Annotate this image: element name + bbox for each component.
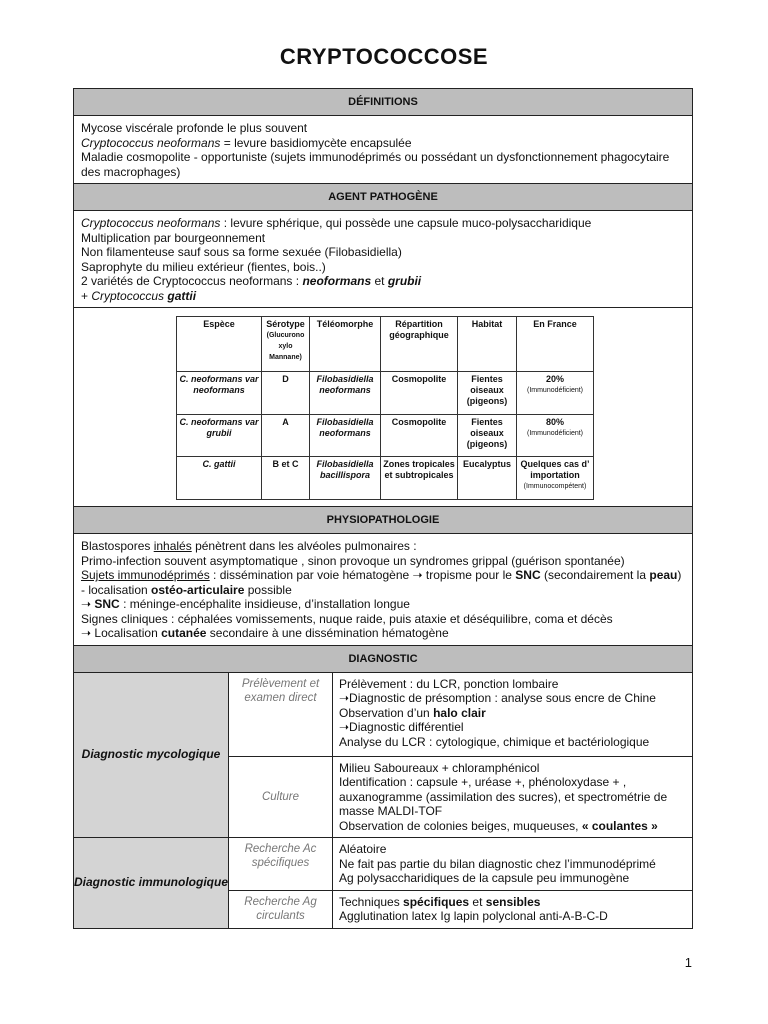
cell-serotype: B et C (262, 457, 310, 500)
physio-text: pénètrent dans les alvéoles pulmonaires : (191, 539, 417, 553)
physio-text: ➝ Localisation (81, 626, 162, 640)
cell-espece: C. gattii (177, 457, 262, 500)
table-header-row (177, 317, 594, 372)
cell-teleomorphe: Filobasidiella bacillispora (310, 457, 381, 500)
cell-serotype: D (262, 372, 310, 415)
agent-line (81, 216, 685, 231)
cell-france (517, 457, 594, 500)
bold-term: spécifiques (403, 894, 470, 909)
cell-teleomorphe: Filobasidiella neoformans (310, 414, 381, 457)
france-value: 20% (545, 374, 564, 384)
content-line: Identification : capsule +, uréase +, phénoloxydase + , auxanogramme (assimilation des sucres), et spectrométrie de masse MALDI-TOF (339, 775, 668, 818)
category-immunologique: Diagnostic immunologique (74, 838, 229, 928)
physio-body (74, 534, 692, 646)
bold-term: SNC (515, 568, 541, 582)
header-note: (Glucurono xylo Mannane) (266, 332, 305, 361)
page-number: 1 (684, 955, 692, 970)
content-line: Analyse du LCR : cytologique, chimique et bactériologique (339, 734, 650, 749)
species-name: Cryptococcus neoformans (81, 216, 221, 230)
col-header-habitat: Habitat (458, 317, 517, 372)
physio-text: : dissémination par voie hématogène ➝ tropisme pour le (209, 568, 516, 582)
species-name: gattii (167, 288, 197, 303)
col-header-repartition: Répartition géographique (381, 317, 458, 372)
bold-term: peau (649, 568, 678, 582)
subcategory-prelevement: Prélèvement et examen direct (229, 673, 333, 757)
diagnostic-grid (74, 673, 692, 928)
cell-france (517, 414, 594, 457)
subcategory-culture: Culture (229, 757, 333, 839)
physio-text: (secondairement la (540, 568, 650, 582)
table-row (177, 372, 594, 415)
cell-habitat: Eucalyptus (458, 457, 517, 500)
content-line: Agglutination latex Ig lapin polyclonal anti-A-B-C-D (339, 909, 608, 923)
content-frame (73, 88, 693, 929)
physio-text: possible (244, 582, 292, 597)
content-ag (333, 891, 692, 928)
agent-line: Multiplication par bourgeonnement (81, 230, 266, 245)
physio-line: Primo-infection souvent asymptomatique , sinon provoque un syndromes grippal (guérison spontanée) (81, 553, 625, 568)
physio-text: secondaire à une dissémination hématogène (206, 626, 449, 640)
bold-term: cutanée (161, 626, 207, 640)
content-prelevement (333, 673, 692, 757)
col-header-espece: Espèce (177, 317, 262, 372)
content-text: Techniques (339, 894, 404, 909)
france-value: 80% (545, 416, 564, 427)
cell-repartition: Cosmopolite (381, 414, 458, 457)
bold-term: halo clair (433, 705, 486, 720)
content-line: Ne fait pas partie du bilan diagnostic chez l’immunodéprimé (339, 856, 656, 871)
physio-text: ) - localisation (81, 568, 682, 597)
content-text: et (469, 894, 486, 909)
genus-name: Cryptococcus (91, 288, 165, 303)
agent-body (74, 211, 692, 308)
subcategory-ag: Recherche Ag circulants (229, 891, 333, 928)
species-table-area (74, 308, 692, 507)
physio-line (81, 539, 685, 554)
bold-term: « coulantes » (581, 818, 658, 833)
agent-text: et (371, 274, 388, 288)
content-line: Prélèvement : du LCR, ponction lombaire (339, 676, 559, 691)
bold-term: SNC (94, 597, 120, 611)
cell-espece: C. neoformans var neoformans (177, 372, 262, 415)
species-table (176, 316, 594, 500)
france-note: (Immunodéficient) (526, 387, 584, 394)
section-header-physio: PHYSIOPATHOLOGIE (74, 507, 692, 534)
header-label: Sérotype (266, 319, 305, 329)
subcategory-ac: Recherche Ac spécifiques (229, 838, 333, 891)
variety-name: neoformans (302, 274, 372, 288)
content-line: Aléatoire (339, 842, 387, 856)
table-row (177, 414, 594, 457)
agent-text: + (81, 288, 92, 303)
underlined-term: inhalés (153, 539, 192, 553)
physio-text: : méninge-encéphalite insidieuse, d’installation longue (119, 597, 410, 611)
definitions-body (74, 116, 692, 184)
content-line (339, 895, 686, 910)
agent-line: Non filamenteuse sauf sous sa forme sexuée (Filobasidiella) (81, 245, 402, 259)
content-culture (333, 757, 692, 839)
agent-line: Saprophyte du milieu extérieur (fientes, bois..) (81, 259, 326, 274)
cell-habitat: Fientes oiseaux (pigeons) (458, 414, 517, 457)
arrow-icon: ➝ (81, 597, 95, 611)
content-line (339, 706, 686, 721)
cell-espece: C. neoformans var grubii (177, 414, 262, 457)
col-header-serotype (262, 317, 310, 372)
definition-line: Maladie cosmopolite - opportuniste (sujets immunodéprimés ou possédant un dysfonctionnement phagocytaire des macrophages) (81, 150, 670, 179)
physio-line (81, 568, 685, 597)
content-line: Ag polysaccharidiques de la capsule peu immunogène (339, 871, 630, 885)
cell-habitat: Fientes oiseaux (pigeons) (458, 372, 517, 415)
definition-text: = levure basidiomycète encapsulée (220, 135, 412, 150)
content-ac (333, 838, 692, 891)
cell-repartition: Cosmopolite (381, 372, 458, 415)
category-mycologique: Diagnostic mycologique (74, 673, 229, 839)
content-line: ➝Diagnostic différentiel (339, 720, 464, 734)
definition-line: Mycose viscérale profonde le plus souvent (81, 121, 308, 135)
physio-line (81, 597, 685, 612)
agent-text: : levure sphérique, qui possède une capsule muco-polysaccharidique (220, 216, 592, 230)
bold-term: sensibles (485, 894, 541, 909)
agent-text: 2 variétés de Cryptococcus neoformans : (81, 274, 303, 288)
content-text: Observation d’un (339, 705, 434, 720)
section-header-definitions: DÉFINITIONS (74, 89, 692, 116)
physio-line (81, 626, 685, 641)
content-text: Observation de colonies beiges, muqueuses, (339, 818, 582, 833)
content-line (339, 819, 686, 834)
col-header-teleomorphe: Téléomorphe (310, 317, 381, 372)
france-note: (Immunocompétent) (523, 483, 587, 491)
content-line: Milieu Saboureaux + chloramphénicol (339, 760, 540, 775)
section-header-agent: AGENT PATHOGÈNE (74, 184, 692, 211)
page-title: CRYPTOCOCCOSE (279, 44, 489, 69)
cell-serotype: A (262, 414, 310, 457)
cell-repartition: Zones tropicales et subtropicales (381, 457, 458, 500)
definition-line (81, 136, 685, 151)
species-name: Cryptococcus neoformans (81, 135, 221, 150)
col-header-en-france: En France (517, 317, 594, 372)
underlined-term: Sujets immunodéprimés (81, 568, 210, 582)
table-row (177, 457, 594, 500)
content-line: ➝Diagnostic de présomption : analyse sous encre de Chine (339, 691, 656, 705)
variety-name: grubii (387, 274, 422, 288)
agent-line (81, 289, 685, 304)
cell-teleomorphe: Filobasidiella neoformans (310, 372, 381, 415)
agent-line (81, 274, 685, 289)
physio-text: Blastospores (81, 539, 154, 553)
cell-france (517, 372, 594, 415)
france-note: (Immunodéficient) (526, 429, 584, 437)
france-value: Quelques cas d’ importation (520, 459, 590, 481)
section-header-diagnostic: DIAGNOSTIC (74, 646, 692, 673)
bold-term: ostéo-articulaire (151, 582, 245, 597)
physio-line: Signes cliniques : céphalées vomissements, nuque raide, puis ataxie et déséquilibre, coma et décès (81, 611, 613, 626)
